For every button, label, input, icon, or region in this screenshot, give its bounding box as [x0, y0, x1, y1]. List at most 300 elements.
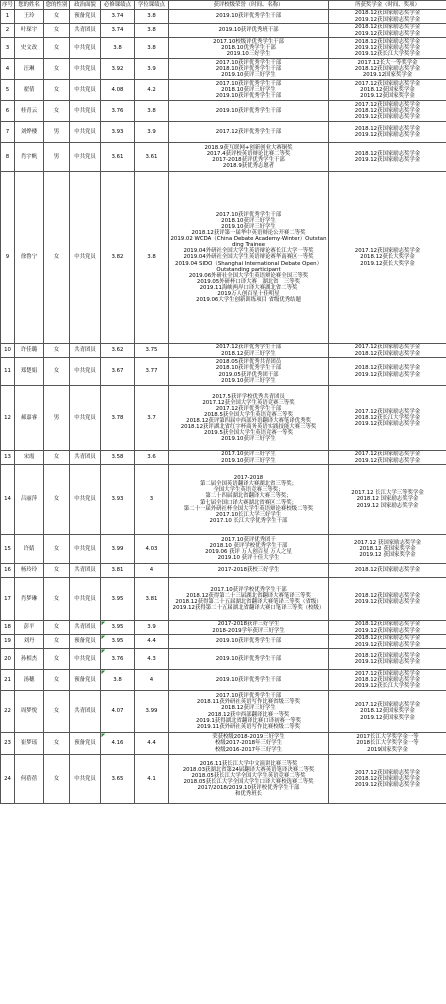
cell-gender: 女: [44, 80, 70, 101]
honor-line: 2018.05获长江大学全国大学生英语竞赛二等奖: [191, 772, 306, 779]
cell-no: 24: [1, 755, 15, 804]
cell-scholarships: [329, 24, 446, 38]
cell-degree-gpa: 4: [135, 670, 169, 691]
cell-gpa: 3.95: [101, 621, 135, 635]
cell-scholarships: [329, 451, 446, 465]
cell-gpa: 3.92: [101, 59, 135, 80]
cell-degree-gpa: 4.1: [135, 755, 169, 804]
cell-honors: [169, 344, 329, 358]
cell-name: 刘丹: [15, 635, 44, 649]
table-row: [1, 59, 446, 80]
scholarship-line: 2019.12获国家励志奖学金: [354, 599, 421, 605]
cell-name: 郝嘉睿: [15, 386, 44, 451]
honor-line: 2018.12获得第二十五届湖北省翻译大赛笔译三等奖（省级）: [175, 599, 322, 605]
scholarship-line: 2017.12 长江大学三等奖学金: [351, 490, 424, 497]
cell-name: 桂青云: [15, 101, 44, 122]
scholarship-line: 2018.12获国家励志奖学金: [354, 65, 421, 72]
honor-line: 2019.05获评优秀团干部: [218, 371, 279, 378]
honor-line: 2019.04 SIDO（Shanghai International Debate Open）: [175, 260, 322, 267]
cell-no: 23: [1, 733, 15, 755]
cell-no: 2: [1, 24, 15, 38]
cell-honors: [169, 649, 329, 670]
scholarship-line: 2019.12获国家励志奖学金: [354, 132, 421, 138]
scholarship-line: 2019.12获国家励志奖学金: [354, 782, 421, 789]
honor-line: 2019.06大学生创新训练项目 省级优秀结题: [196, 297, 301, 304]
scholarship-line: 2018.12 国家励志奖学金: [356, 496, 419, 503]
table-row: [1, 80, 446, 101]
cell-name: 王玲: [15, 10, 44, 24]
table-row: [1, 465, 446, 535]
scholarship-line: 2017.12获国家励志奖学金: [354, 769, 421, 776]
honor-line: 2019.02 WCDA（China Debate Academy·Winter）Outstanding Trainee: [170, 236, 327, 249]
table-row: [1, 143, 446, 172]
scholarship-line: 2019.12获国家励志奖学金: [354, 16, 421, 23]
honor-line: 2018.10获评优秀学生干部: [215, 65, 282, 72]
scholarship-line: 2018.12获国家励志奖学金: [354, 592, 421, 599]
cell-gender: 女: [44, 670, 70, 691]
scholarship-line: 2019.12国家奖学金: [362, 72, 413, 79]
cell-no: 1: [1, 10, 15, 24]
cell-political: 共青团员: [70, 344, 101, 358]
honor-line: 2019.10获评优秀学生干部: [215, 93, 282, 100]
scholarship-line: 2018.12获国家励志奖学金: [354, 567, 421, 574]
honor-line: 荣获校级2018-2019三好学生: [212, 734, 285, 741]
cell-gender: 男: [44, 143, 70, 172]
cell-political: 中共党员: [70, 59, 101, 80]
scholarship-line: 2017.12获国家励志奖学金: [354, 451, 421, 458]
cell-no: 5: [1, 80, 15, 101]
cell-gpa: 3.78: [101, 386, 135, 451]
table-row: [1, 621, 446, 635]
cell-gpa: 3.61: [101, 143, 135, 172]
honor-line: 2018.12获评第一届华中英语辩论公开赛二等奖: [191, 230, 306, 237]
cell-gpa: 3.74: [101, 24, 135, 38]
cell-degree-gpa: 4.4: [135, 733, 169, 755]
scholarship-line: 2019.12获国家励志奖学金: [354, 44, 421, 51]
cell-honors: [169, 733, 329, 755]
honor-line: 2018.10获评三好学生: [221, 217, 276, 224]
honor-line: 2019.1获得湖北省翻译比赛口译初赛一等奖: [195, 717, 302, 724]
cell-gender: 女: [44, 564, 70, 578]
honor-line: 2019.10获评优秀学生干部: [215, 13, 282, 20]
cell-degree-gpa: 4.4: [135, 635, 169, 649]
honor-line: 2018.11获外研社英语写作比赛省级三等奖: [196, 699, 301, 706]
cell-political: 预备党员: [70, 733, 101, 755]
cell-gender: 女: [44, 635, 70, 649]
cell-political: 中共党员: [70, 143, 101, 172]
cell-scholarships: [329, 122, 446, 143]
honor-line: 2018.12获评三好学生: [221, 350, 276, 357]
table-row: [1, 564, 446, 578]
scholarship-line: 2018.12获长大奖学金: [360, 254, 415, 261]
cell-name: 何蓓蓓: [15, 755, 44, 804]
cell-name: 翟倩: [15, 80, 44, 101]
cell-no: 17: [1, 578, 15, 621]
honor-line: 2019.04外研社全国大学生英语辩论赛华南赛区一等奖: [183, 254, 314, 261]
table-row: [1, 122, 446, 143]
scholarship-line: 2018.12获长江大学奖学金: [354, 414, 421, 421]
cell-political: 中共党员: [70, 122, 101, 143]
cell-gender: 女: [44, 172, 70, 344]
scholarship-line: 2017.12 获国家励志奖学金: [353, 539, 422, 546]
cell-honors: [169, 358, 329, 386]
cell-honors: [169, 172, 329, 344]
cell-gpa: 3.76: [101, 101, 135, 122]
cell-degree-gpa: 4: [135, 564, 169, 578]
cell-no: 20: [1, 649, 15, 670]
cell-scholarships: [329, 691, 446, 733]
honor-line: 2018.9获互联网+创新创业大赛铜奖: [204, 144, 293, 151]
cell-scholarships: [329, 172, 446, 344]
cell-degree-gpa: 3.77: [135, 358, 169, 386]
cell-degree-gpa: 4.2: [135, 80, 169, 101]
cell-honors: [169, 670, 329, 691]
scholarship-line: 2019.12获国家励志奖学金: [354, 30, 421, 37]
header-honors: 获评校级荣誉（时间、名称）: [169, 1, 329, 10]
honor-line: 2017.4获评校英语辩论比赛二等奖: [206, 150, 291, 157]
honor-line: 2017.10获评优秀团干: [221, 536, 276, 543]
cell-degree-gpa: 3.61: [135, 143, 169, 172]
cell-name: 孙相杰: [15, 649, 44, 670]
cell-gender: 女: [44, 101, 70, 122]
honor-line: 2018.10 获评学校优秀学生干部: [209, 542, 288, 549]
cell-honors: [169, 451, 329, 465]
cell-gpa: 3.67: [101, 358, 135, 386]
cell-degree-gpa: 4.3: [135, 649, 169, 670]
table-row: [1, 358, 446, 386]
scholarship-line: 2018长江大学奖学金一等: [356, 740, 419, 747]
cell-gpa: 3.95: [101, 635, 135, 649]
cell-gpa: 3.8: [101, 670, 135, 691]
cell-no: 7: [1, 122, 15, 143]
scholarship-line: 2018.12获国家奖学金: [360, 86, 415, 93]
cell-degree-gpa: 3.6: [135, 451, 169, 465]
scholarship-line: 2018.12获国家励志奖学金: [354, 652, 421, 659]
honor-line: 2018.12获评湖北省红字杯商务英语实践技能大赛三等奖: [180, 424, 317, 431]
scholarship-line: 2019.12获国家励志奖学金: [354, 627, 421, 634]
cell-degree-gpa: 3.75: [135, 344, 169, 358]
cell-gpa: 3.8: [101, 38, 135, 59]
cell-no: 16: [1, 564, 15, 578]
scholarship-line: 2018.12获国家励志奖学金: [354, 24, 421, 31]
cell-gpa: 3.58: [101, 451, 135, 465]
scholarship-line: 2017.12获国家励志奖学金: [354, 670, 421, 677]
cell-scholarships: [329, 386, 446, 451]
honor-line: 2018.12获评三好学生: [221, 705, 276, 712]
cell-gpa: 4.16: [101, 733, 135, 755]
cell-name: 肖宇帆: [15, 143, 44, 172]
cell-name: 许佳璐: [15, 344, 44, 358]
scholarship-line: 2018.12获国家励志奖学金: [354, 775, 421, 782]
cell-no: 13: [1, 451, 15, 465]
scholarship-line: 2019.12获国家奖学金: [360, 93, 415, 100]
honor-line: 2018.5获全国大学生英语竞赛三等奖: [204, 411, 293, 418]
cell-degree-gpa: 3.8: [135, 24, 169, 38]
cell-no: 4: [1, 59, 15, 80]
scholarship-line: 2018.12获国家励志奖学金: [354, 107, 421, 114]
honor-line: 2017.12获评优秀学生干部: [215, 405, 282, 412]
cell-degree-gpa: 3.7: [135, 386, 169, 451]
cell-degree-gpa: 3.8: [135, 38, 169, 59]
cell-name: 崔梦瑶: [15, 733, 44, 755]
cell-scholarships: [329, 649, 446, 670]
scholarship-line: 2018.12获国家奖学金: [360, 708, 415, 715]
honor-line: 2018.9获优秀志愿者: [222, 163, 275, 170]
cell-no: 8: [1, 143, 15, 172]
cell-degree-gpa: 3.81: [135, 578, 169, 621]
honor-line: 2017.10获评优秀学生干部: [215, 693, 282, 700]
honor-line: 2019.10获评优秀学生干部: [215, 638, 282, 645]
honor-line: 2019.05外研杯口译大赛 湖北省 三等奖: [196, 278, 301, 285]
cell-honors: [169, 24, 329, 38]
honor-line: 2017-2018获评三好学生: [217, 621, 280, 628]
scholarship-line: 2017.12获国家励志奖学金: [354, 101, 421, 108]
cell-no: 19: [1, 635, 15, 649]
cell-degree-gpa: 3: [135, 465, 169, 535]
honor-line: 2019.06外研社全国大学生英语辩论赛全国三等奖: [188, 272, 309, 279]
cell-gender: 女: [44, 691, 70, 733]
honor-line: 2017.10获评优秀学生干部: [215, 211, 282, 218]
scholarship-line: 2019.12获国家励志奖学金: [354, 457, 421, 464]
honor-line: 2018.05获长江大学全国大学生口译大赛校选赛二等奖: [183, 779, 314, 785]
cell-gender: 女: [44, 38, 70, 59]
honor-line: 2019.10获评优秀学生干部: [215, 655, 282, 662]
honor-line: 第二十一届外研社杯全国大学生英语辩论赛校级二等奖: [183, 505, 314, 512]
table-row: [1, 386, 446, 451]
cell-name: 肖梦琳: [15, 578, 44, 621]
cell-honors: [169, 578, 329, 621]
cell-political: 共青团员: [70, 451, 101, 465]
cell-gender: 女: [44, 465, 70, 535]
cell-gender: 男: [44, 386, 70, 451]
cell-political: 中共党员: [70, 386, 101, 451]
honor-line: 2017.12获全国大学生英语竞赛三等奖: [202, 399, 295, 406]
cell-honors: [169, 635, 329, 649]
honor-line: 第二十四届湖北省翻译大赛三等奖；: [205, 493, 292, 500]
honor-line: 和优秀班长: [235, 791, 262, 798]
honor-line: Outstanding participant: [216, 266, 281, 273]
cell-honors: [169, 621, 329, 635]
table-row: [1, 172, 446, 344]
honor-line: 2019.10 获评十佳大学生: [217, 555, 280, 562]
scholarship-line: 2017.12获国家励志奖学金: [354, 408, 421, 415]
cell-gpa: 3.93: [101, 122, 135, 143]
table-body: [1, 10, 446, 804]
cell-degree-gpa: 4.03: [135, 535, 169, 564]
scholarship-line: 2018.12获国家励志奖学金: [354, 676, 421, 683]
honor-line: 2017.5获评学校优秀共青团员: [212, 393, 285, 400]
honor-line: 2017.10获评三好学生: [221, 451, 276, 458]
honor-line: 2017.10获评优秀学生干部: [215, 59, 282, 66]
table-row: [1, 101, 446, 122]
cell-gpa: 3.95: [101, 578, 135, 621]
cell-name: 徐鲁宁: [15, 172, 44, 344]
cell-gender: 女: [44, 59, 70, 80]
honor-line: 2019.12获得第二十五届湖北省翻译大赛口笔译三等奖（校级）: [172, 605, 325, 612]
cell-gender: 女: [44, 10, 70, 24]
cell-political: 共青团员: [70, 24, 101, 38]
scholarship-line: 2018.12 获国家奖学金: [359, 545, 416, 552]
honor-line: 2019.10获评三好学生: [221, 377, 276, 384]
honor-line: 全国大学生英语竞赛三等奖；: [213, 487, 284, 494]
cell-no: 6: [1, 101, 15, 122]
scholarship-line: 2018.12获国家励志奖学金: [354, 365, 421, 372]
honor-line: 2018-2019学年获评三好学生: [212, 627, 285, 634]
table-row: [1, 755, 446, 804]
cell-gpa: 3.65: [101, 755, 135, 804]
cell-degree-gpa: 3.99: [135, 691, 169, 733]
cell-no: 11: [1, 358, 15, 386]
scholarship-line: 2017.12长大一等奖学金: [357, 59, 418, 66]
honor-line: 2019.10获评优秀班干部: [218, 27, 279, 34]
honor-line: 2019.10获评三好学生: [221, 436, 276, 443]
honor-line: 2017.10获评优秀学生干部: [215, 80, 282, 87]
scholarship-line: 2019.12获长大奖学金: [360, 260, 415, 267]
scholarship-line: 2019.12获国家励志奖学金: [354, 157, 421, 163]
honor-line: 2019.10获评三好学生: [221, 457, 276, 464]
cell-degree-gpa: 3.9: [135, 122, 169, 143]
cell-name: 叶琛宇: [15, 24, 44, 38]
header-political: 政治面貌: [70, 1, 101, 10]
cell-honors: [169, 465, 329, 535]
honor-line: 2017-2018获评优秀学生干部: [212, 157, 285, 163]
cell-gpa: 4.08: [101, 80, 135, 101]
honor-line: 2017/2018/2019.10获评校优秀学生干部: [197, 785, 300, 792]
honor-line: 2017.12获评优秀学生干部: [215, 344, 282, 351]
scholarship-line: 2019.12获国家励志奖学金: [354, 659, 421, 665]
cell-honors: [169, 101, 329, 122]
cell-gpa: 3.74: [101, 10, 135, 24]
cell-gender: 女: [44, 24, 70, 38]
honor-line: 2017-2018: [233, 475, 264, 482]
cell-political: 中共党员: [70, 358, 101, 386]
cell-scholarships: [329, 733, 446, 755]
cell-political: 中共党员: [70, 578, 101, 621]
cell-political: 预备党员: [70, 670, 101, 691]
cell-political: 中共党员: [70, 755, 101, 804]
cell-scholarships: [329, 621, 446, 635]
table-row: [1, 344, 446, 358]
scholarship-line: 2019国家奖学金: [367, 746, 408, 753]
cell-degree-gpa: 3.8: [135, 10, 169, 24]
cell-no: 21: [1, 670, 15, 691]
cell-political: 中共党员: [70, 649, 101, 670]
cell-degree-gpa: 3.9: [135, 621, 169, 635]
table-row: [1, 649, 446, 670]
cell-scholarships: [329, 755, 446, 804]
cell-gender: 女: [44, 535, 70, 564]
scholarship-line: 2017.12获国家励志奖学金: [354, 344, 421, 351]
cell-honors: [169, 535, 329, 564]
cell-gender: 女: [44, 755, 70, 804]
scholarship-line: 2017.12获国家励志奖学金: [354, 248, 421, 255]
honor-line: 2016.11获长江大学中文演讲比赛三等奖: [199, 760, 298, 767]
cell-degree-gpa: 3.9: [135, 59, 169, 80]
cell-name: 吕丽萍: [15, 465, 44, 535]
cell-honors: [169, 38, 329, 59]
header-scholarships: 所获奖学金（时间、奖项）: [329, 1, 446, 10]
scholarship-line: 2018.12获国家励志奖学金: [354, 621, 421, 628]
honor-line: 2019.5获全国大学生英语竞赛一等奖: [204, 430, 293, 437]
honor-line: 2018.05获评优秀共青团员: [215, 359, 282, 366]
table-row: [1, 535, 446, 564]
cell-political: 中共党员: [70, 101, 101, 122]
scholarship-line: 2019.12获长江大学奖学金: [354, 683, 421, 690]
cell-political: 共青团员: [70, 621, 101, 635]
cell-name: 彭平: [15, 621, 44, 635]
cell-honors: [169, 59, 329, 80]
honor-line: 2019.04外研社全国大学生英语辩论赛长江大学一等奖: [183, 248, 314, 255]
scholarship-line: 2019.12 国家励志奖学金: [356, 502, 419, 509]
cell-scholarships: [329, 101, 446, 122]
cell-name: 刘烨楼: [15, 122, 44, 143]
cell-gpa: 3.62: [101, 344, 135, 358]
honor-line: 2019.11获外研社英语写作比赛校级二等奖: [196, 723, 301, 730]
cell-gpa: 3.81: [101, 564, 135, 578]
cell-honors: [169, 10, 329, 24]
cell-no: 15: [1, 535, 15, 564]
cell-scholarships: [329, 564, 446, 578]
cell-name: 许婧: [15, 535, 44, 564]
cell-scholarships: [329, 143, 446, 172]
scholarship-line: 2018.12获国家励志奖学金: [354, 38, 421, 45]
cell-name: 周梦悦: [15, 691, 44, 733]
cell-political: 中共党员: [70, 38, 101, 59]
scholarship-line: 2019.12获国家励志奖学金: [354, 641, 421, 648]
honor-line: 2019.10获评优秀学生干部: [215, 676, 282, 683]
cell-political: 共青团员: [70, 564, 101, 578]
cell-no: 22: [1, 691, 15, 733]
honor-line: 2017.10长江大学三好学生: [215, 511, 282, 518]
scholarship-line: 2019.12获长江大学奖学金: [354, 51, 421, 58]
cell-scholarships: [329, 465, 446, 535]
table-row: [1, 38, 446, 59]
honor-line: 2017.10校级评优秀学生干部: [213, 38, 284, 45]
cell-gpa: 3.99: [101, 535, 135, 564]
cell-name: 史文改: [15, 38, 44, 59]
cell-gender: 女: [44, 621, 70, 635]
scholarship-line: 2019.12 获国家奖学金: [359, 552, 416, 559]
honor-line: 2019.10获评三好学生: [221, 223, 276, 230]
cell-scholarships: [329, 344, 446, 358]
honor-line: 第七届全国口译大赛湖北省赛区二等奖；: [199, 499, 298, 506]
cell-gender: 女: [44, 344, 70, 358]
cell-scholarships: [329, 80, 446, 101]
cell-scholarships: [329, 59, 446, 80]
scholarship-line: 2018.12获国家励志奖学金: [354, 350, 421, 357]
table-row: [1, 635, 446, 649]
cell-scholarships: [329, 535, 446, 564]
honor-line: 2019.10三好学生: [226, 51, 271, 58]
cell-scholarships: [329, 578, 446, 621]
scholarship-line: 2019.12获国家奖学金: [360, 714, 415, 721]
cell-degree-gpa: 3.8: [135, 101, 169, 122]
honor-line: 2018.10获评三好学生: [221, 86, 276, 93]
scholarship-line: 2018.12获国家励志奖学金: [354, 635, 421, 642]
cell-political: 预备党员: [70, 635, 101, 649]
honor-line: 2017.10 长江大学优秀学生干部: [209, 517, 288, 524]
honor-line: 2018.10优秀学生干部: [221, 44, 276, 51]
scholarship-line: 2018.12获国家励志奖学金: [354, 150, 421, 157]
honor-line: 2019.06 获评 万人创百星 万人之星: [205, 549, 292, 555]
honor-line: 2017-2018获校三好学生: [217, 567, 280, 574]
cell-gpa: 3.93: [101, 465, 135, 535]
cell-no: 12: [1, 386, 15, 451]
table-row: [1, 733, 446, 755]
cell-gender: 女: [44, 358, 70, 386]
table-row: [1, 10, 446, 24]
table-row: [1, 670, 446, 691]
